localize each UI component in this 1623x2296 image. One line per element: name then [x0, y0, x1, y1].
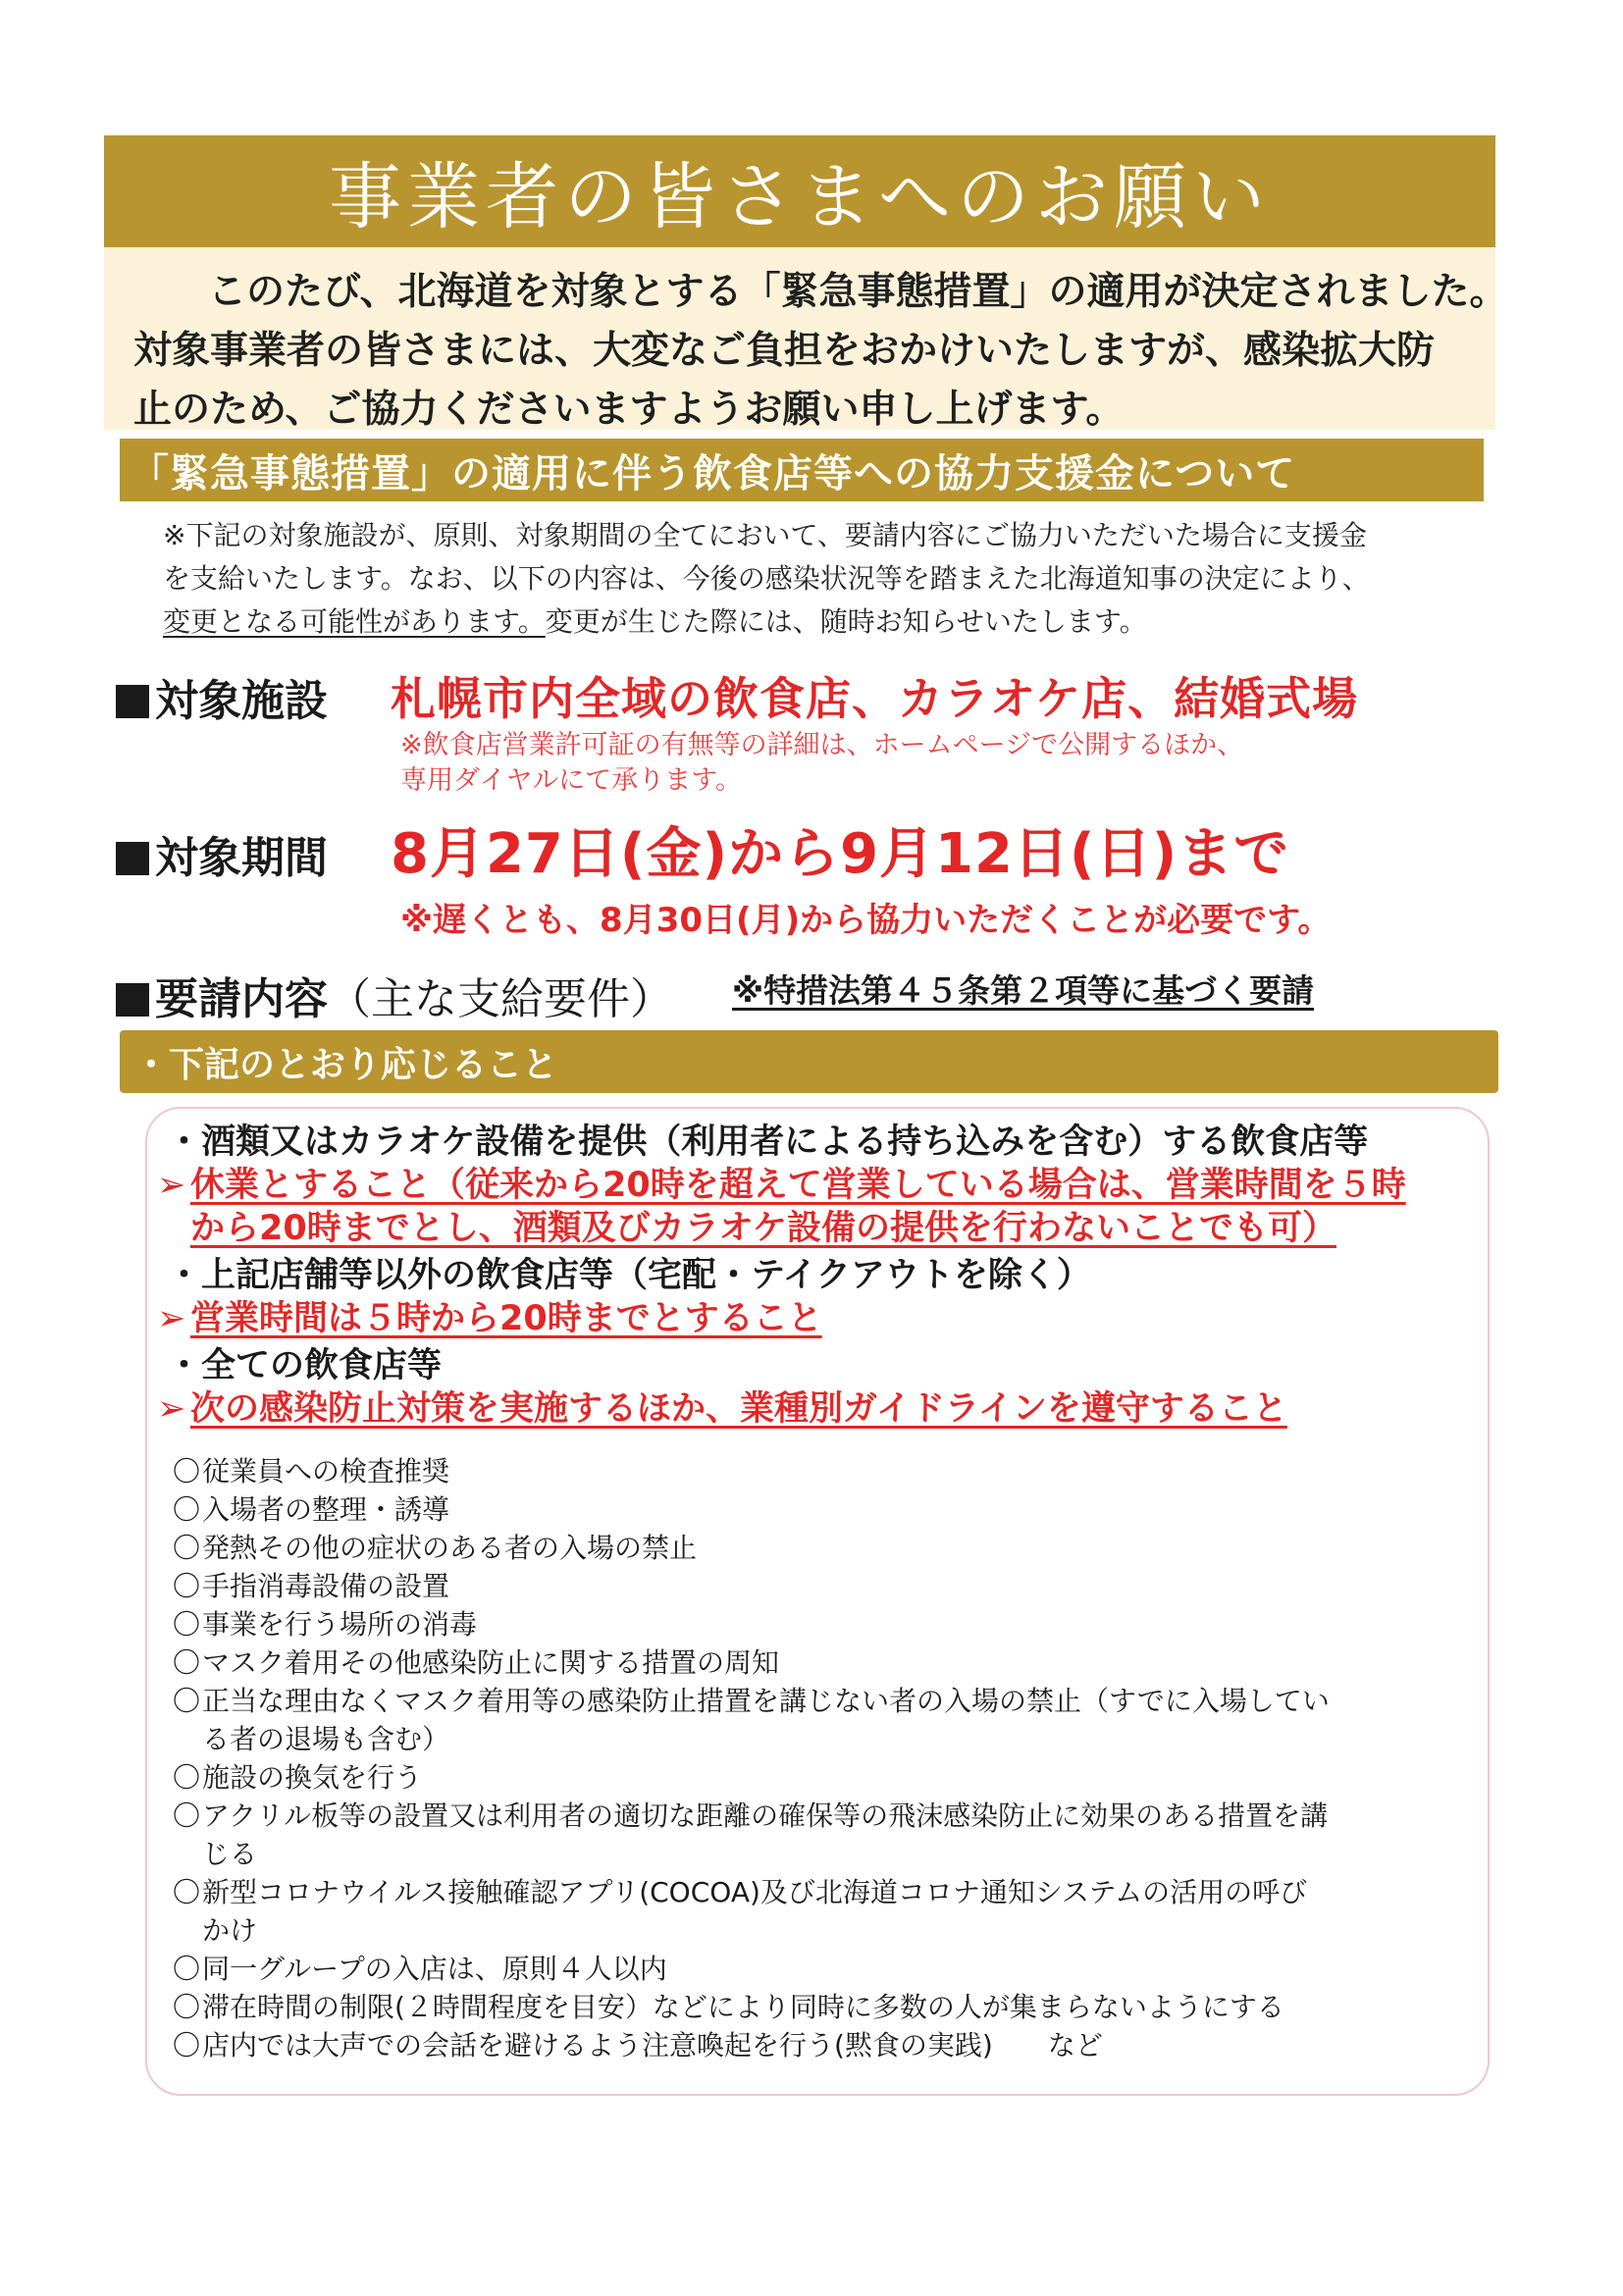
measure-text: アクリル板等の設置又は利用者の適切な距離の確保等の飛沫感染防止に効果のある措置を講 じる — [202, 1800, 1329, 1870]
rule-1-line-1: 休業とすること（従来から20時を超えて営業している場合は、営業時間を５時 — [190, 1166, 1406, 1205]
rule-3 — [157, 1387, 1482, 1431]
facility-value: 札幌市内全域の飲食店、カラオケ店、結婚式場 — [391, 672, 1359, 725]
measure-item — [173, 1490, 1478, 1529]
measure-item — [173, 1605, 1478, 1644]
circle-mark-icon: 〇 — [173, 2029, 201, 2061]
notice-line-3 — [163, 600, 1439, 644]
measure-text: 発熱その他の症状のある者の入場の禁止 — [202, 1532, 698, 1564]
measure-text: マスク着用その他感染防止に関する措置の周知 — [202, 1646, 780, 1679]
circle-mark-icon: 〇 — [173, 1570, 201, 1602]
support-heading: 「緊急事態措置」の適用に伴う飲食店等への協力支援金について — [120, 439, 1484, 501]
measure-text: 手指消毒設備の設置 — [202, 1570, 450, 1602]
circle-mark-icon: 〇 — [173, 1532, 201, 1564]
measure-item — [173, 1797, 1478, 1873]
circle-mark-icon: 〇 — [173, 1608, 201, 1641]
page-title: 事業者の皆さまへのお願い — [329, 155, 1271, 239]
measure-text: 正当な理由なくマスク着用等の感染防止措置を講じない者の入場の禁止（すでに入場してい る者の退場も含む） — [202, 1685, 1330, 1755]
measure-text: 従業員への検査推奨 — [202, 1455, 450, 1487]
intro-line-2: 対象事業者の皆さまには、大変なご負担をおかけいたしますが、感染拡大防 — [133, 329, 1436, 373]
measure-item — [173, 2026, 1478, 2064]
facility-note-line-1: ※飲食店営業許可証の有無等の詳細は、ホームページで公開するほか、 — [400, 730, 1244, 760]
request-note: ※特措法第４５条第２項等に基づく要請 — [732, 971, 1315, 1010]
request-label-sub: （主な支給要件） — [328, 974, 673, 1024]
measure-item — [173, 1452, 1478, 1490]
arrow-icon: ➢ — [157, 1299, 186, 1338]
request-label-text: 要請内容 — [155, 974, 328, 1024]
circle-mark-icon: 〇 — [173, 1761, 201, 1794]
intro-line-3: 止のため、ご協力くださいますようお願い申し上げます。 — [133, 388, 1125, 432]
measures-list — [173, 1452, 1478, 2064]
measure-item — [173, 1644, 1478, 1682]
circle-mark-icon: 〇 — [173, 1646, 201, 1679]
measure-text: 同一グループの入店は、原則４人以内 — [202, 1953, 667, 1985]
rule-1-line-2: から20時までとし、酒類及びカラオケ設備の提供を行わないことでも可） — [190, 1209, 1337, 1248]
facility-label-text: 対象施設 — [155, 676, 328, 726]
circle-mark-icon: 〇 — [173, 1685, 201, 1717]
square-bullet-icon — [116, 842, 149, 875]
circle-mark-icon: 〇 — [173, 1800, 201, 1832]
follow-heading: ・下記のとおり応じること — [120, 1030, 1498, 1093]
rule-3-text: 次の感染防止対策を実施するほか、業種別ガイドラインを遵守すること — [190, 1389, 1287, 1429]
measure-item — [173, 1682, 1478, 1758]
facility-note — [400, 728, 1243, 799]
square-bullet-icon — [116, 685, 149, 718]
notice-line-3-rest: 変更が生じた際には、随時お知らせいたします。 — [545, 605, 1147, 638]
period-label — [116, 822, 328, 885]
measure-item — [173, 1950, 1478, 1988]
rule-1-text — [190, 1164, 1406, 1250]
period-note: ※遅くとも、8月30日(月)から協力いただくことが必要です。 — [400, 901, 1332, 940]
period-label-text: 対象期間 — [155, 833, 328, 883]
measure-item — [173, 1529, 1478, 1567]
circle-mark-icon: 〇 — [173, 1991, 201, 2023]
period-value: 8月27日(金)から9月12日(日)まで — [391, 822, 1290, 886]
measure-text: 店内では大声での会話を避けるよう注意喚起を行う(黙食の実践) など — [202, 2029, 1103, 2061]
intro-box — [104, 247, 1508, 432]
title-banner — [104, 135, 1495, 247]
measure-text: 入場者の整理・誘導 — [202, 1493, 450, 1526]
measure-item — [173, 1873, 1478, 1950]
arrow-icon: ➢ — [157, 1166, 186, 1205]
notice-underlined: 変更となる可能性があります。 — [163, 605, 546, 638]
rule-2 — [157, 1297, 1482, 1340]
circle-mark-icon: 〇 — [173, 1953, 201, 1985]
measure-text: 事業を行う場所の消毒 — [202, 1608, 478, 1641]
circle-mark-icon: 〇 — [173, 1455, 201, 1487]
measure-text: 滞在時間の制限(２時間程度を目安）などにより同時に多数の人が集まらないようにする — [202, 1991, 1284, 2023]
circle-mark-icon: 〇 — [173, 1876, 201, 1908]
category-1: ・酒類又はカラオケ設備を提供（利用者による持ち込みを含む）する飲食店等 — [167, 1122, 1369, 1162]
measure-text: 新型コロナウイルス接触確認アプリ(COCOA)及び北海道コロナ通知システムの活用の呼び かけ — [202, 1876, 1308, 1947]
facility-note-line-2: 専用ダイヤルにて承ります。 — [400, 765, 743, 796]
intro-line-1: このたび、北海道を対象とする「緊急事態措置」の適用が決定されました。 — [208, 270, 1508, 314]
measure-item — [173, 1758, 1478, 1797]
measure-item — [173, 1567, 1478, 1605]
notice-text — [163, 514, 1439, 644]
requirements-list — [157, 1121, 1482, 1435]
category-3: ・全ての飲食店等 — [167, 1346, 443, 1385]
category-2: ・上記店舗等以外の飲食店等（宅配・テイクアウトを除く） — [167, 1256, 1091, 1295]
measure-item — [173, 1988, 1478, 2026]
rule-2-text: 営業時間は５時から20時までとすること — [190, 1299, 822, 1338]
facility-label — [116, 665, 328, 728]
notice-line-2: を支給いたします。なお、以下の内容は、今後の感染状況等を踏まえた北海道知事の決定により、 — [163, 562, 1370, 595]
request-label — [116, 964, 673, 1026]
measure-text: 施設の換気を行う — [202, 1761, 423, 1794]
rule-1 — [157, 1164, 1482, 1250]
circle-mark-icon: 〇 — [173, 1493, 201, 1526]
arrow-icon: ➢ — [157, 1389, 186, 1429]
notice-line-1: ※下記の対象施設が、原則、対象期間の全てにおいて、要請内容にご協力いただいた場合に支援金 — [163, 519, 1367, 551]
square-bullet-icon — [116, 983, 149, 1017]
